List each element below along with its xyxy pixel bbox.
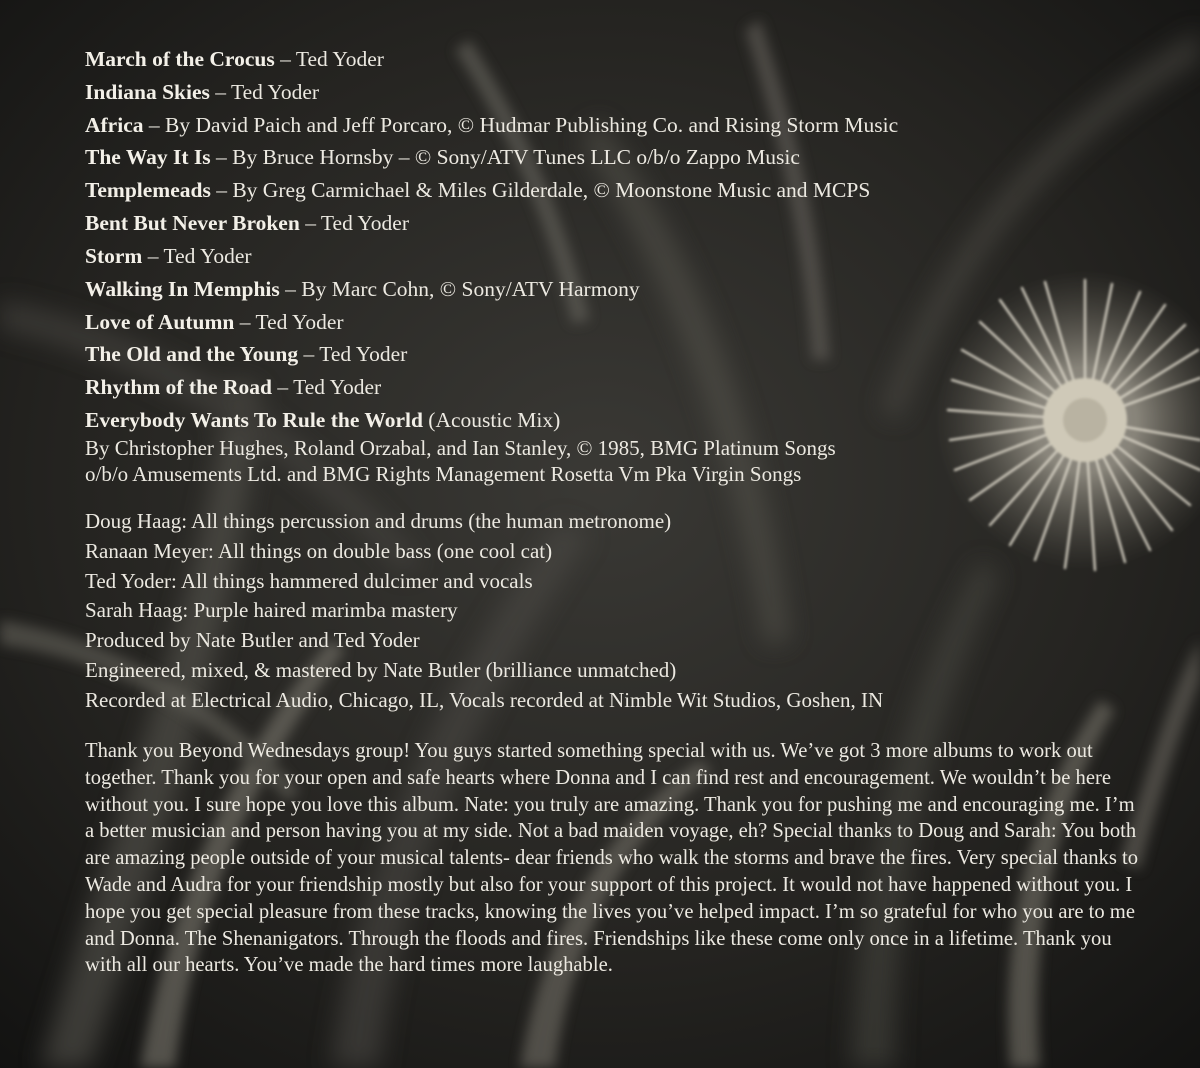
track-title: Love of Autumn <box>85 310 235 334</box>
track-title: Templemeads <box>85 178 211 202</box>
track-line <box>85 211 409 235</box>
track-credit: – Ted Yoder <box>234 310 344 334</box>
track-title: Africa <box>85 113 144 137</box>
track-credit: – By Bruce Hornsby – © Sony/ATV Tunes LLC o/b/o Zappo Music <box>210 145 800 169</box>
track-line <box>85 145 800 169</box>
production-credit: Produced by Nate Butler and Ted Yoder <box>85 628 420 652</box>
track-title: Rhythm of the Road <box>85 375 272 399</box>
track-line <box>85 113 898 137</box>
track-credit: – By Greg Carmichael & Miles Gilderdale, © Moonstone Music and MCPS <box>210 178 871 202</box>
songwriter-credit: o/b/o Amusements Ltd. and BMG Rights Management Rosetta Vm Pka Virgin Songs <box>85 462 802 486</box>
track-line <box>85 47 384 71</box>
personnel-credit: Doug Haag: All things percussion and drums (the human metronome) <box>85 509 672 533</box>
track-credit: – By Marc Cohn, © Sony/ATV Harmony <box>279 277 640 301</box>
recording-credit: Recorded at Electrical Audio, Chicago, IL, Vocals recorded at Nimble Wit Studios, Goshen, IN <box>85 688 884 712</box>
track-line <box>85 375 381 399</box>
track-title: March of the Crocus <box>85 47 275 71</box>
track-credit: – Ted Yoder <box>299 211 410 235</box>
track-credit: – Ted Yoder <box>271 375 382 399</box>
thank-you-note: Thank you Beyond Wednesdays group! You guys started something special with us. We’ve got 3 more albums to work out together. Thank you for your open and safe hearts where Donna and I can find rest and encouragement. We wouldn’t be here without you. I sure hope you love this album. Nate: you truly are amazing. Thank you for pushing me and encouraging me. I’m a better musician and person having you at my side. Not a bad maiden voyage, eh? Special thanks to Doug and Sarah: You both are amazing people outside of your musical talents- dear friends who walk the storms and brave the fires. Very special thanks to Wade and Audra for your friendship mostly but also for your support of this project. It would not have happened without you. I hope you get special pleasure from these tracks, knowing the lives you’ve helped impact. I’m so grateful for who you are to me and Donna. The Shenanigators. Through the floods and fires. Friendships like these come only once in a lifetime. Thank you with all our hearts. You’ve made the hard times more laughable. <box>85 740 1139 977</box>
personnel-credit: Sarah Haag: Purple haired marimba mastery <box>85 598 458 622</box>
personnel-credit: Ranaan Meyer: All things on double bass (one cool cat) <box>85 539 553 563</box>
track-title: Bent But Never Broken <box>85 211 300 235</box>
track-line <box>85 178 870 202</box>
track-title: The Way It Is <box>85 145 211 169</box>
track-line <box>85 277 640 301</box>
track-credit: – Ted Yoder <box>274 47 384 71</box>
track-credit: – By David Paich and Jeff Porcaro, © Hudmar Publishing Co. and Rising Storm Music <box>143 113 899 137</box>
songwriter-credit: By Christopher Hughes, Roland Orzabal, and Ian Stanley, © 1985, BMG Platinum Songs <box>85 436 836 460</box>
track-title: Indiana Skies <box>85 80 210 104</box>
production-credit: Engineered, mixed, & mastered by Nate Butler (brilliance unmatched) <box>85 658 677 682</box>
track-credit: (Acoustic Mix) <box>422 408 561 432</box>
track-title: The Old and the Young <box>85 342 299 366</box>
track-title: Storm <box>85 244 143 268</box>
track-credit: – Ted Yoder <box>209 80 320 104</box>
track-line <box>85 80 319 104</box>
track-line <box>85 244 252 268</box>
track-line <box>85 310 344 334</box>
track-credit: – Ted Yoder <box>142 244 252 268</box>
track-title: Everybody Wants To Rule the World <box>85 408 423 432</box>
track-line <box>85 342 407 366</box>
track-line <box>85 408 560 432</box>
track-title: Walking In Memphis <box>85 277 280 301</box>
personnel-credit: Ted Yoder: All things hammered dulcimer and vocals <box>85 569 533 593</box>
track-credit: – Ted Yoder <box>298 342 408 366</box>
